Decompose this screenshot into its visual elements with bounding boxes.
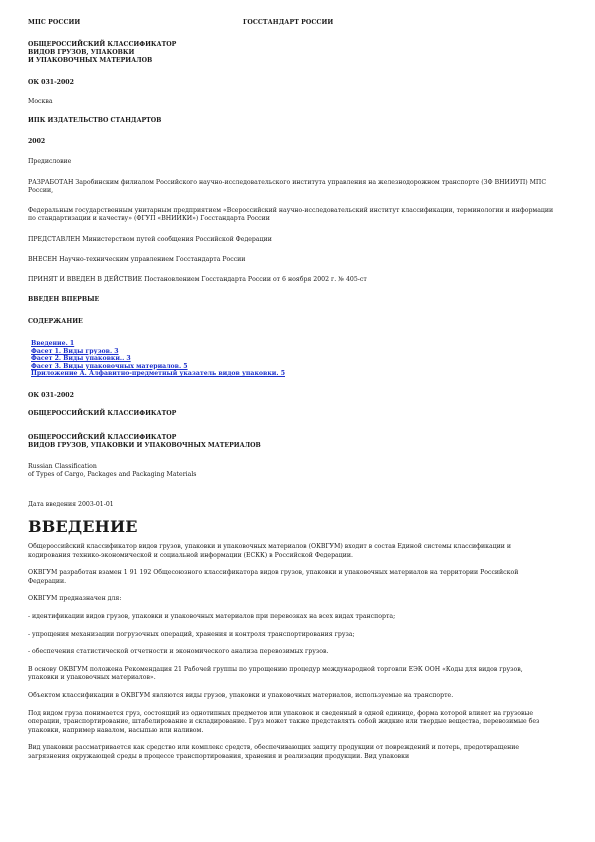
preface-developed: РАЗРАБОТАН Заробинским филиалом Российского научно-исследовательского института управления на железнодорожном транспорте (ЗФ ВНИИУП) МПС России,	[28, 179, 547, 194]
toc-link-facet-2[interactable]: Фасет 2. Виды упаковки.. 3	[31, 355, 131, 363]
introduction-heading: ВВЕДЕНИЕ	[28, 516, 138, 536]
paragraph: Под видом груза понимается груз, состоящий из однотипных предметов или упаковок и сведенный в одной единице, форма которой влияет на грузовые операции, транспортирование, штабелирование и складирование. Груз может также представлять собой жидкие или твердые вещества, перевозимые без упаковки, например навалом, насыпью или наливом.	[28, 709, 540, 734]
introduction-date: Дата введения 2003-01-01	[28, 500, 114, 508]
english-title-line: of Types of Cargo, Packages and Packaging Materials	[28, 470, 197, 478]
publisher-name: ИПК ИЗДАТЕЛЬСТВО СТАНДАРТОВ	[28, 117, 162, 124]
publication-year: 2002	[28, 138, 46, 145]
header-ministry: МПС РОССИИ	[28, 19, 81, 26]
list-item: - упрощения механизации погрузочных операций, хранения и контроля транспортирования груза;	[28, 630, 355, 638]
classifier-title-line: ОБЩЕРОССИЙСКИЙ КЛАССИФИКАТОР	[28, 41, 177, 48]
paragraph: Вид упаковки рассматривается как средство или комплекс средств, обеспечивающих защиту продукции от повреждений и потерь, предотвращение загрязнения окружающей среды в процессе транспортирования, хранения и реализации продукции. Вид упаковки	[28, 744, 520, 760]
classifier-code-2: ОК 031-2002	[28, 391, 74, 399]
toc-link-introduction[interactable]: Введение. 1	[31, 340, 75, 347]
preface-introduced: ВНЕСЕН Научно-техническим управлением Госстандарта России	[28, 256, 246, 263]
paragraph: Общероссийский классификатор видов грузов, упаковки и упаковочных материалов (ОКВГУМ) входит в состав Единой системы классификации и кодирования технико-экономической и социальной информации (ЕСКК) в Российской Федерации.	[28, 542, 512, 559]
classifier-full-title-line: ВИДОВ ГРУЗОВ, УПАКОВКИ И УПАКОВОЧНЫХ МАТЕРИАЛОВ	[28, 441, 261, 449]
paragraph: Объектом классификации в ОКВГУМ являются виды грузов, упаковки и упаковочных материалов, используемые на транспорте.	[28, 691, 454, 699]
classifier-title-line: ВИДОВ ГРУЗОВ, УПАКОВКИ	[28, 49, 135, 56]
preface-label: Предисловие	[28, 158, 72, 165]
classifier-title	[28, 41, 555, 65]
paragraph: В основу ОКВГУМ положена Рекомендация 21 Рабочей группы по упрощению процедур международной торговли ЕЭК ООН «Коды для видов грузов, упаковки и упаковочных материалов».	[28, 665, 523, 682]
classifier-code: ОК 031-2002	[28, 79, 74, 86]
classifier-full-title-line: ОБЩЕРОССИЙСКИЙ КЛАССИФИКАТОР	[28, 433, 177, 441]
header-agency: ГОССТАНДАРТ РОССИИ	[243, 19, 334, 26]
toc-link-facet-1[interactable]: Фасет 1. Виды грузов. 3	[31, 347, 119, 355]
paragraph: ОКВГУМ разработан взамен 1 91 192 Общесоюзного классификатора видов грузов, упаковки и упаковочных материалов на территории Российской Федерации.	[28, 569, 519, 585]
classifier-full-title	[28, 434, 555, 450]
table-of-contents	[31, 340, 555, 378]
publication-city: Москва	[28, 98, 53, 105]
preface-submitted: ПРЕДСТАВЛЕН Министерством путей сообщения Российской Федерации	[28, 236, 272, 243]
english-title	[28, 463, 555, 479]
list-item: - идентификации видов грузов, упаковки и упаковочных материалов при перевозках на всех видах транспорта;	[28, 612, 396, 620]
classifier-label: ОБЩЕРОССИЙСКИЙ КЛАССИФИКАТОР	[28, 409, 177, 417]
document-header	[28, 19, 555, 29]
toc-link-appendix-a[interactable]: Приложение А. Алфавитно-предметный указатель видов упаковки. 5	[31, 370, 286, 378]
contents-label: СОДЕРЖАНИЕ	[28, 318, 83, 325]
classifier-title-line: И УПАКОВОЧНЫХ МАТЕРИАЛОВ	[28, 57, 153, 64]
toc-link-facet-3[interactable]: Фасет 3. Виды упаковочных материалов. 5	[31, 362, 188, 370]
preface-developed-2: Федеральным государственным унитарным предприятием «Всероссийский научно-исследовательский институт классификации, терминологии и информации по стандартизации и качеству» (ФГУП «ВНИИКИ») Госстандарта России	[28, 207, 554, 222]
preface-first-time: ВВЕДЕН ВПЕРВЫЕ	[28, 296, 100, 303]
paragraph: ОКВГУМ предназначен для:	[28, 595, 122, 603]
english-title-line: Russian Classification	[28, 462, 97, 470]
list-item: - обеспечения статистической отчетности и экономического анализа перевозимых грузов.	[28, 648, 329, 656]
preface-adopted: ПРИНЯТ И ВВЕДЕН В ДЕЙСТВИЕ Постановлением Госстандарта России от 6 ноября 2002 г. № 405-ст	[28, 276, 367, 283]
